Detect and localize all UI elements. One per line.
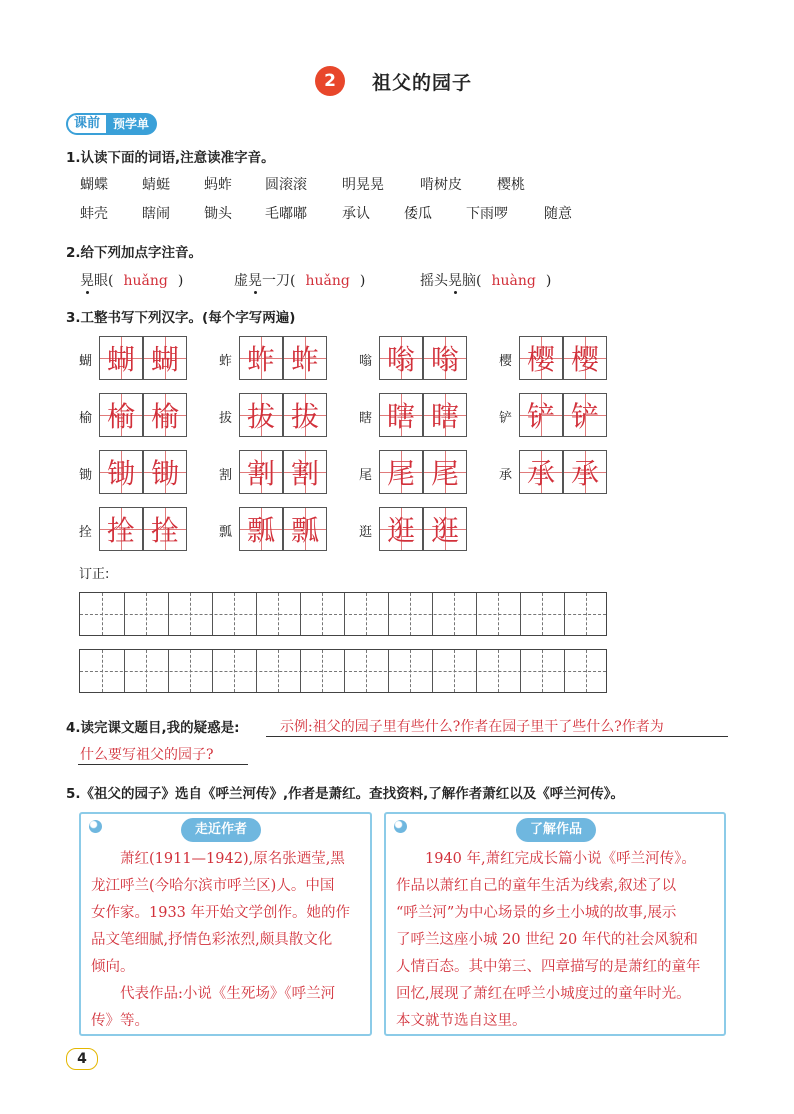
correction-divider — [256, 593, 257, 635]
card-line: 回忆,展现了萧红在呼兰小城度过的童年时光。 — [396, 986, 691, 1002]
q3-writing-cell — [379, 336, 423, 380]
q3-written-char: 樱 — [526, 343, 555, 376]
author-card-tab: 走近作者 — [181, 818, 261, 842]
q1-word: 啃树皮 — [420, 177, 462, 193]
q3-written-char: 蚱 — [290, 343, 319, 376]
q3-written-char: 瓢 — [290, 514, 319, 547]
q3-writing-cell — [99, 450, 143, 494]
section-tag — [66, 113, 157, 135]
q3-writing-cell — [239, 507, 283, 551]
q1-word: 蚌壳 — [80, 206, 108, 222]
q3-writing-cell — [239, 450, 283, 494]
correction-divider — [344, 650, 345, 692]
q3-writing-cell — [239, 393, 283, 437]
q1-word: 毛嘟嘟 — [265, 206, 307, 222]
q1-word: 瞎闹 — [142, 206, 170, 222]
q3-written-char: 尾 — [386, 457, 415, 490]
correction-divider — [454, 593, 455, 635]
q3-written-char: 铲 — [526, 400, 555, 433]
q3-char-label: 嗡 — [359, 354, 373, 369]
q3-writing-cell — [519, 450, 563, 494]
q3-written-char: 承 — [570, 457, 599, 490]
correction-divider — [212, 650, 213, 692]
card-line: 1940 年,萧红完成长篇小说《呼兰河传》。 — [425, 851, 696, 867]
correction-divider — [498, 593, 499, 635]
q1-word: 蝴蝶 — [80, 177, 108, 193]
correction-divider — [542, 650, 543, 692]
correction-divider — [278, 593, 279, 635]
q3-writing-cell — [379, 450, 423, 494]
correction-divider — [498, 650, 499, 692]
correction-divider — [256, 650, 257, 692]
correction-divider — [300, 650, 301, 692]
correction-divider — [322, 650, 323, 692]
q2-dotted-char: 晃 — [80, 273, 94, 289]
q2-pinyin-answer: huǎng — [123, 273, 168, 289]
lesson-title: 祖父的园子 — [372, 72, 473, 94]
card-line: 代表作品:小说《生死场》《呼兰河 — [120, 986, 336, 1002]
correction-divider — [212, 593, 213, 635]
q1-word: 锄头 — [204, 206, 232, 222]
q1-word: 随意 — [544, 206, 572, 222]
q2-prefix: 摇头 — [420, 273, 448, 289]
q3-title: 3.工整书写下列汉字。(每个字写两遍) — [66, 310, 296, 326]
correction-divider — [564, 650, 565, 692]
q3-writing-cell — [143, 336, 187, 380]
correction-divider — [146, 593, 147, 635]
q3-writing-cell — [423, 393, 467, 437]
correction-divider — [102, 650, 103, 692]
correction-divider — [432, 593, 433, 635]
correction-divider — [124, 650, 125, 692]
q3-written-char: 逛 — [386, 514, 415, 547]
q2-suffix: 一刀( — [262, 273, 296, 289]
q4-answer-line-1: 示例:祖父的园子里有些什么?作者在园子里干了些什么?作者为 — [280, 719, 664, 735]
correction-divider — [410, 650, 411, 692]
q2-pinyin-answer: huàng — [491, 273, 536, 289]
q2-close-paren: ) — [359, 273, 366, 289]
q3-writing-cell — [283, 507, 327, 551]
q2-title: 2.给下列加点字注音。 — [66, 245, 203, 261]
q3-written-char: 蚱 — [246, 343, 275, 376]
q3-char-label: 蚱 — [219, 354, 233, 369]
q3-writing-cell — [379, 507, 423, 551]
correction-midline — [80, 614, 606, 615]
q3-written-char: 尾 — [430, 457, 459, 490]
q3-char-label: 蝴 — [79, 354, 93, 369]
q3-writing-cell — [143, 507, 187, 551]
card-line: 传》等。 — [91, 1013, 149, 1029]
q2-prefix: 虚 — [234, 273, 248, 289]
q3-written-char: 嗡 — [386, 343, 415, 376]
q2-item — [420, 270, 551, 290]
q3-writing-cell — [519, 336, 563, 380]
q3-char-label: 锄 — [79, 468, 93, 483]
q5-title: 5.《祖父的园子》选自《呼兰河传》,作者是萧红。查找资料,了解作者萧红以及《呼兰河传》。 — [66, 786, 625, 802]
q3-written-char: 瓢 — [246, 514, 275, 547]
correction-divider — [366, 593, 367, 635]
correction-divider — [410, 593, 411, 635]
card-line: 作品以萧红自己的童年生活为线索,叙述了以 — [396, 878, 677, 894]
q3-written-char: 拔 — [290, 400, 319, 433]
card-line: 倾向。 — [91, 959, 135, 975]
correction-divider — [322, 593, 323, 635]
q3-writing-cell — [379, 393, 423, 437]
q2-dotted-char: 晃 — [448, 273, 462, 289]
correction-divider — [388, 593, 389, 635]
q2-item — [80, 270, 183, 290]
q2-suffix: 眼( — [94, 273, 114, 289]
q4-underline-2 — [78, 764, 248, 765]
q3-char-label: 尾 — [359, 468, 373, 483]
correction-divider — [366, 650, 367, 692]
correction-divider — [586, 650, 587, 692]
q3-written-char: 蝴 — [150, 343, 179, 376]
q1-word: 承认 — [342, 206, 370, 222]
correction-divider — [476, 650, 477, 692]
q3-written-char: 铲 — [570, 400, 599, 433]
q2-pinyin-answer: huǎng — [305, 273, 350, 289]
section-tag-part2: 预学单 — [108, 113, 157, 135]
q3-writing-cell — [283, 393, 327, 437]
correction-divider — [190, 650, 191, 692]
correction-divider — [388, 650, 389, 692]
q3-written-char: 锄 — [150, 457, 179, 490]
correction-divider — [124, 593, 125, 635]
correction-divider — [564, 593, 565, 635]
author-card-text — [91, 846, 371, 1035]
correction-row — [79, 649, 607, 693]
q1-word: 倭瓜 — [404, 206, 432, 222]
correction-divider — [432, 650, 433, 692]
q3-char-label: 瞎 — [359, 411, 373, 426]
q2-close-paren: ) — [177, 273, 184, 289]
q2-dotted-char: 晃 — [248, 273, 262, 289]
card-line: 龙江呼兰(今哈尔滨市呼兰区)人。中国 — [91, 878, 335, 894]
correction-divider — [542, 593, 543, 635]
q3-written-char: 榆 — [106, 400, 135, 433]
lesson-number-badge: 2 — [315, 66, 345, 96]
q1-title: 1.认读下面的词语,注意读准字音。 — [66, 150, 275, 166]
q3-writing-cell — [423, 450, 467, 494]
correction-divider — [146, 650, 147, 692]
correction-divider — [168, 650, 169, 692]
correction-divider — [102, 593, 103, 635]
work-card-text — [396, 846, 726, 1035]
correction-divider — [300, 593, 301, 635]
author-card — [79, 812, 372, 1036]
q3-written-char: 瞎 — [430, 400, 459, 433]
q2-close-paren: ) — [545, 273, 552, 289]
q3-char-label: 拔 — [219, 411, 233, 426]
q1-word: 圆滚滚 — [265, 177, 307, 193]
q1-word: 蚂蚱 — [204, 177, 232, 193]
correction-divider — [520, 593, 521, 635]
card-line: 本文就节选自这里。 — [396, 1013, 527, 1029]
q1-word: 蜻蜓 — [142, 177, 170, 193]
q3-char-label: 樱 — [499, 354, 513, 369]
work-card — [384, 812, 726, 1036]
q3-written-char: 蝴 — [106, 343, 135, 376]
q3-writing-cell — [563, 450, 607, 494]
q3-writing-cell — [99, 507, 143, 551]
q3-writing-cell — [563, 393, 607, 437]
work-card-tab: 了解作品 — [516, 818, 596, 842]
correction-divider — [278, 650, 279, 692]
q3-writing-cell — [519, 393, 563, 437]
correction-divider — [520, 650, 521, 692]
q2-item — [234, 270, 365, 290]
correction-row — [79, 592, 607, 636]
correction-divider — [234, 593, 235, 635]
q4-title: 4.读完课文题目,我的疑惑是: — [66, 720, 240, 736]
q3-writing-cell — [283, 336, 327, 380]
card-bubble-icon — [394, 820, 407, 833]
q3-writing-cell — [143, 393, 187, 437]
card-line: 品文笔细腻,抒情色彩浓烈,颇具散文化 — [91, 932, 333, 948]
q3-written-char: 逛 — [430, 514, 459, 547]
q3-char-label: 拴 — [79, 525, 93, 540]
q3-char-label: 铲 — [499, 411, 513, 426]
correction-divider — [168, 593, 169, 635]
correction-divider — [344, 593, 345, 635]
q1-word: 樱桃 — [497, 177, 525, 193]
q3-written-char: 锄 — [106, 457, 135, 490]
q3-char-label: 逛 — [359, 525, 373, 540]
correction-label: 订正: — [79, 567, 110, 582]
correction-divider — [234, 650, 235, 692]
card-line: 了呼兰这座小城 20 世纪 20 年代的社会风貌和 — [396, 932, 698, 948]
section-tag-part1: 课前 — [66, 113, 108, 135]
correction-divider — [476, 593, 477, 635]
q3-written-char: 榆 — [150, 400, 179, 433]
correction-midline — [80, 671, 606, 672]
q3-written-char: 嗡 — [430, 343, 459, 376]
q3-writing-cell — [239, 336, 283, 380]
q3-written-char: 割 — [290, 457, 319, 490]
q3-char-label: 承 — [499, 468, 513, 483]
q1-word: 明晃晃 — [342, 177, 384, 193]
q3-written-char: 割 — [246, 457, 275, 490]
q3-writing-cell — [99, 393, 143, 437]
q3-char-label: 割 — [219, 468, 233, 483]
card-line: 人情百态。其中第三、四章描写的是萧红的童年 — [396, 959, 701, 975]
q2-suffix: 脑( — [462, 273, 482, 289]
page-number: 4 — [66, 1048, 98, 1070]
correction-divider — [454, 650, 455, 692]
q3-written-char: 拴 — [150, 514, 179, 547]
correction-divider — [190, 593, 191, 635]
card-line: 萧红(1911—1942),原名张迺莹,黑 — [120, 851, 345, 867]
q3-written-char: 拔 — [246, 400, 275, 433]
q3-writing-cell — [423, 507, 467, 551]
q4-answer-line-2: 什么要写祖父的园子? — [80, 747, 214, 763]
card-line: “呼兰河”为中心场景的乡土小城的故事,展示 — [396, 905, 677, 921]
correction-divider — [586, 593, 587, 635]
card-line: 女作家。1933 年开始文学创作。她的作 — [91, 905, 351, 921]
q3-writing-cell — [143, 450, 187, 494]
q4-underline-1 — [266, 736, 728, 737]
q3-written-char: 樱 — [570, 343, 599, 376]
card-bubble-icon — [89, 820, 102, 833]
q3-written-char: 承 — [526, 457, 555, 490]
q3-char-label: 瓢 — [219, 525, 233, 540]
q3-written-char: 拴 — [106, 514, 135, 547]
q3-writing-cell — [563, 336, 607, 380]
q3-writing-cell — [99, 336, 143, 380]
q3-char-label: 榆 — [79, 411, 93, 426]
q1-word: 下雨啰 — [466, 206, 508, 222]
q3-writing-cell — [283, 450, 327, 494]
q3-written-char: 瞎 — [386, 400, 415, 433]
q3-writing-cell — [423, 336, 467, 380]
